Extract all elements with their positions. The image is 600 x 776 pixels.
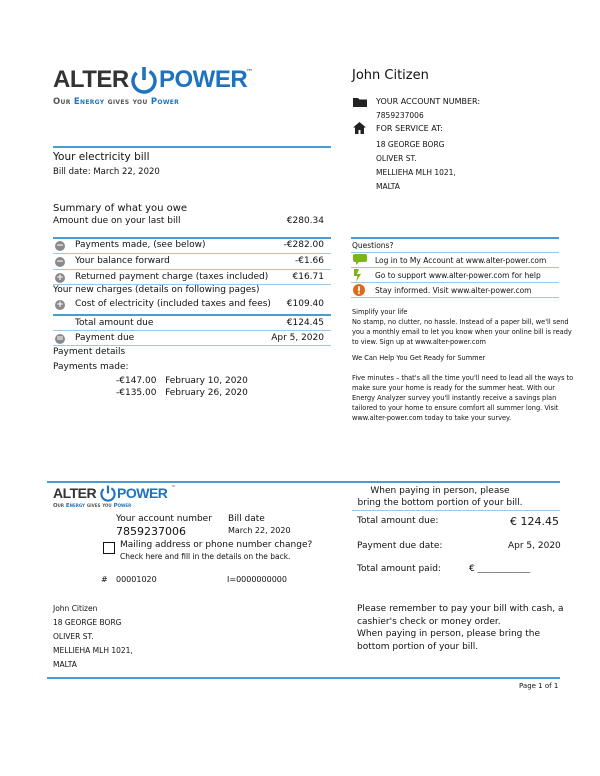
stub-customer-name: John Citizen	[53, 604, 98, 613]
stub-due-date-value: Apr 5, 2020	[508, 541, 561, 551]
home-icon	[353, 122, 366, 134]
promo-simplify	[352, 307, 574, 347]
bill-date: Bill date: March 22, 2020	[53, 167, 160, 177]
minus-icon: −	[56, 257, 64, 267]
divider	[351, 237, 559, 239]
account-number-label: YOUR ACCOUNT NUMBER:	[376, 97, 481, 106]
minus-icon: −	[56, 241, 64, 251]
scan-line-left: 00001020	[116, 575, 157, 584]
scan-hash: #	[101, 575, 108, 584]
stay-informed-link[interactable]: Stay informed. Visit www.alter-power.com	[375, 286, 532, 295]
stub-logo: ALTER POWER ™ Our Energy gives you Power	[53, 485, 176, 509]
stub-total-due-value: € 124.45	[510, 515, 559, 528]
question-item	[351, 268, 559, 283]
alert-icon	[353, 284, 366, 295]
divider	[53, 146, 331, 148]
questions-heading: Questions?	[352, 241, 394, 250]
payment-due-row: = Payment due Apr 5, 2020	[56, 333, 324, 344]
stub-tagline: Our Energy gives you Power	[53, 503, 132, 509]
mailing-change-label: Mailing address or phone number change?	[120, 540, 313, 550]
promo-summer-title: We Can Help You Get Ready for Summer	[352, 354, 486, 362]
stub-bill-date: March 22, 2020	[228, 526, 291, 535]
payment-entry: -€147.00 February 10, 2020	[116, 376, 248, 386]
page-number: Page 1 of 1	[519, 682, 559, 690]
stub-customer-address: John Citizen 18 GEORGE BORG OLIVER ST. MELLIEHA MLH 1021, MALTA	[53, 604, 133, 669]
address-change-checkbox[interactable]	[103, 542, 115, 554]
support-link[interactable]: Go to support www.alter-power.com for help	[375, 271, 541, 280]
stub-bottom-divider	[47, 677, 560, 679]
plus-icon: +	[56, 273, 64, 283]
folder-icon	[353, 96, 367, 107]
mailing-change-sub: Check here and fill in the details on the back.	[120, 552, 291, 561]
question-item	[351, 253, 559, 268]
address-line: 18 GEORGE BORG	[376, 140, 445, 149]
customer-name: John Citizen	[352, 68, 429, 83]
service-address	[376, 138, 456, 194]
question-item	[351, 283, 559, 298]
brand-logo	[53, 66, 263, 106]
payment-details-heading: Payment details	[53, 347, 126, 357]
trademark: ™	[246, 68, 253, 76]
stub-in-person-note: When paying in person, please bring the bottom portion of your bill.	[357, 486, 523, 508]
summary-row-balance: − Your balance forward -€1.66	[56, 256, 324, 267]
address-line: OLIVER ST.	[376, 154, 417, 163]
promo-summer-body: Five minutes – that's all the time you'll need to lead all the ways to make sure your home is ready for the summer heat. With our Energy Analyzer survey you'll instantly receive a savings plan tailored to your home to ensure comfort all summer long. Visit www.alter-power.com today to take your survey.	[352, 374, 574, 422]
equals-icon: =	[56, 334, 64, 344]
plus-icon: +	[56, 300, 64, 310]
service-label: FOR SERVICE AT:	[376, 124, 443, 133]
stub-account-number: 7859237006	[116, 525, 186, 538]
login-link[interactable]: Log in to My Account at www.alter-power.com	[375, 256, 547, 265]
summary-row-payments: − Payments made, (see below) -€282.00	[56, 240, 324, 251]
new-charges-heading: Your new charges (details on following pages)	[53, 285, 260, 295]
power-button-icon	[129, 66, 159, 96]
stub-reminder: Please remember to pay your bill with cash, a cashier's check or money order. When paying in person, please bring the bottom portion of your bill.	[357, 604, 564, 652]
promo-body: No stamp, no clutter, no hassle. Instead of a paper bill, we'll send you a monthly email to let you know when your online bill is ready to view. Sign up at www.alter-power.com	[352, 318, 572, 346]
stub-total-due-label: Total amount due:	[357, 516, 439, 526]
address-line: MALTA	[376, 182, 400, 191]
scan-line-right: I=0000000000	[227, 575, 287, 584]
stub-account-label: Your account number	[116, 514, 212, 524]
stub-top-divider	[47, 481, 560, 483]
account-number: 7859237006	[376, 111, 424, 120]
total-row: Total amount due €124.45	[75, 318, 324, 328]
logo-power: POWER	[159, 66, 248, 93]
summary-row-returned: + Returned payment charge (taxes included) €16.71	[56, 272, 324, 283]
stub-bill-date-label: Bill date	[228, 514, 265, 524]
stub-paid-field[interactable]: € _______________	[469, 564, 531, 574]
logo-alter: ALTER	[53, 66, 129, 93]
summary-row-electricity: + Cost of electricity (included taxes and fees) €109.40	[56, 299, 324, 310]
tagline: Our Energy gives you Power	[53, 97, 180, 107]
divider	[352, 510, 560, 511]
last-bill-row: Amount due on your last bill €280.34	[53, 216, 324, 226]
chat-icon	[353, 254, 366, 265]
divider	[53, 345, 331, 346]
stub-paid-label: Total amount paid:	[357, 564, 441, 574]
support-icon	[353, 269, 366, 280]
summary-heading: Summary of what you owe	[53, 203, 188, 214]
stub-due-date-label: Payment due date:	[357, 541, 443, 551]
payments-made-label: Payments made:	[53, 362, 129, 372]
bill-title: Your electricity bill	[53, 151, 150, 163]
address-line: MELLIEHA MLH 1021,	[376, 168, 456, 177]
power-button-icon	[99, 485, 117, 503]
payment-entry: -€135.00 February 26, 2020	[116, 388, 248, 398]
divider	[351, 297, 559, 298]
promo-title: Simplify your life	[352, 308, 408, 316]
